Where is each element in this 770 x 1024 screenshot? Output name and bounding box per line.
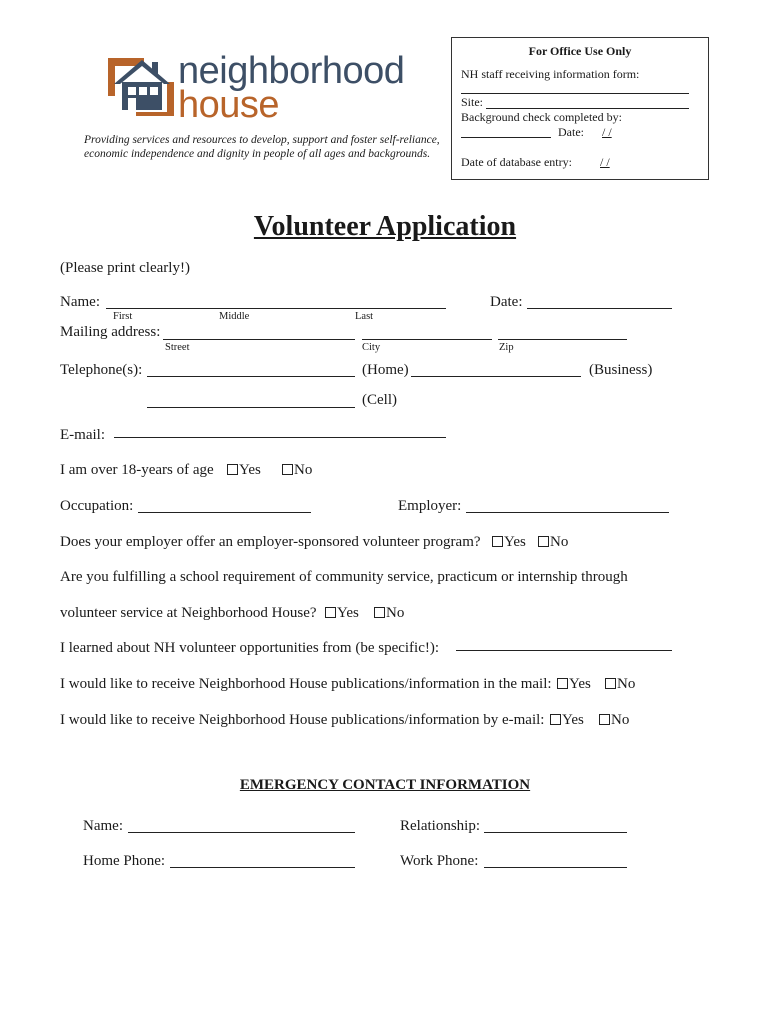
mail-publications-no-option[interactable] bbox=[605, 676, 635, 693]
office-use-title: For Office Use Only bbox=[528, 44, 632, 58]
over-18-question: I am over 18-years of age bbox=[60, 462, 214, 478]
mail-publications-no-checkbox[interactable] bbox=[605, 678, 616, 689]
school-requirement-question-line-1: Are you fulfilling a school requirement of community service, practicum or internship through bbox=[60, 569, 628, 585]
school-requirement-no-checkbox[interactable] bbox=[374, 607, 385, 618]
email-publications-no-option[interactable] bbox=[599, 712, 629, 729]
logo-wordmark-house: house bbox=[178, 84, 280, 126]
mailing-street-caption: Street bbox=[165, 342, 190, 353]
over-18-no-label: No bbox=[294, 462, 313, 478]
employer-field[interactable] bbox=[466, 512, 669, 513]
email-publications-yes-option[interactable] bbox=[550, 712, 584, 729]
email-field[interactable] bbox=[114, 437, 446, 438]
over-18-yes-label: Yes bbox=[239, 462, 261, 478]
occupation-field[interactable] bbox=[138, 512, 311, 513]
name-first-caption: First bbox=[113, 311, 133, 322]
employer-program-yes-checkbox[interactable] bbox=[492, 536, 503, 547]
site-label: Site: bbox=[461, 95, 484, 109]
emergency-contact-heading: EMERGENCY CONTACT INFORMATION bbox=[239, 777, 531, 793]
emergency-name-field[interactable] bbox=[128, 832, 355, 833]
emergency-name-label: Name: bbox=[83, 818, 123, 834]
name-field[interactable] bbox=[106, 308, 446, 309]
mail-publications-yes-checkbox[interactable] bbox=[557, 678, 568, 689]
email-publications-yes-label: Yes bbox=[562, 712, 584, 728]
emergency-home-phone-field[interactable] bbox=[170, 867, 355, 868]
emergency-work-phone-label: Work Phone: bbox=[400, 853, 479, 869]
email-label: E-mail: bbox=[60, 427, 105, 443]
emergency-work-phone-field[interactable] bbox=[484, 867, 627, 868]
mail-publications-yes-option[interactable] bbox=[557, 676, 591, 693]
house-logo-icon bbox=[106, 52, 180, 122]
over-18-no-option[interactable] bbox=[282, 462, 312, 479]
email-publications-yes-checkbox[interactable] bbox=[550, 714, 561, 725]
logo-wordmark-neighborhood: neighborhood bbox=[178, 50, 405, 92]
name-label: Name: bbox=[60, 294, 100, 310]
over-18-yes-checkbox[interactable] bbox=[227, 464, 238, 475]
site-line[interactable] bbox=[486, 108, 689, 109]
tagline-line-2: economic independence and dignity in people of all ages and backgrounds. bbox=[84, 148, 431, 160]
office-date-field[interactable]: / / bbox=[602, 125, 612, 139]
print-instruction: (Please print clearly!) bbox=[60, 260, 190, 276]
home-phone-caption: (Home) bbox=[362, 362, 409, 378]
emergency-relationship-label: Relationship: bbox=[400, 818, 480, 834]
employer-program-no-option[interactable] bbox=[538, 534, 568, 551]
tagline bbox=[84, 133, 440, 161]
office-date-label: Date: bbox=[558, 125, 584, 139]
cell-phone-field[interactable] bbox=[147, 407, 355, 408]
emergency-relationship-field[interactable] bbox=[484, 832, 627, 833]
staff-receiving-label: NH staff receiving information form: bbox=[461, 67, 640, 81]
tagline-line-1: Providing services and resources to develop, support and foster self-reliance, bbox=[84, 134, 440, 146]
background-check-line[interactable] bbox=[461, 137, 551, 138]
employer-program-yes-option[interactable] bbox=[492, 534, 526, 551]
school-requirement-yes-label: Yes bbox=[337, 605, 359, 621]
name-middle-caption: Middle bbox=[219, 311, 250, 322]
mail-publications-yes-label: Yes bbox=[569, 676, 591, 692]
staff-receiving-line[interactable] bbox=[461, 93, 689, 94]
emergency-home-phone-label: Home Phone: bbox=[83, 853, 166, 869]
learned-about-field[interactable] bbox=[456, 650, 672, 651]
page-title: Volunteer Application bbox=[253, 211, 517, 242]
learned-about-label: I learned about NH volunteer opportunities from (be specific!): bbox=[60, 640, 440, 656]
database-entry-label: Date of database entry: bbox=[461, 155, 572, 169]
mailing-street-field[interactable] bbox=[163, 339, 355, 340]
mailing-zip-field[interactable] bbox=[498, 339, 627, 340]
over-18-no-checkbox[interactable] bbox=[282, 464, 293, 475]
school-requirement-no-label: No bbox=[386, 605, 405, 621]
date-field[interactable] bbox=[527, 308, 672, 309]
email-publications-no-checkbox[interactable] bbox=[599, 714, 610, 725]
name-last-caption: Last bbox=[355, 311, 374, 322]
mailing-city-field[interactable] bbox=[362, 339, 492, 340]
school-requirement-no-option[interactable] bbox=[374, 605, 404, 622]
school-requirement-yes-checkbox[interactable] bbox=[325, 607, 336, 618]
email-publications-question: I would like to receive Neighborhood House publications/information by e-mail: bbox=[60, 712, 545, 728]
business-phone-field[interactable] bbox=[411, 376, 581, 377]
business-phone-caption: (Business) bbox=[589, 362, 653, 378]
employer-program-yes-label: Yes bbox=[504, 534, 526, 550]
email-publications-no-label: No bbox=[611, 712, 630, 728]
employer-program-no-label: No bbox=[550, 534, 569, 550]
database-entry-field[interactable]: / / bbox=[600, 155, 610, 169]
mail-publications-question: I would like to receive Neighborhood House publications/information in the mail: bbox=[60, 676, 552, 692]
mail-publications-no-label: No bbox=[617, 676, 636, 692]
mailing-address-label: Mailing address: bbox=[60, 324, 161, 340]
mailing-city-caption: City bbox=[362, 342, 381, 353]
school-requirement-yes-option[interactable] bbox=[325, 605, 359, 622]
occupation-label: Occupation: bbox=[60, 498, 134, 514]
mailing-zip-caption: Zip bbox=[499, 342, 514, 353]
office-use-box bbox=[451, 37, 709, 180]
date-label: Date: bbox=[490, 294, 523, 310]
employer-label: Employer: bbox=[398, 498, 462, 514]
telephone-label: Telephone(s): bbox=[60, 362, 143, 378]
background-check-label: Background check completed by: bbox=[461, 110, 622, 124]
employer-program-question: Does your employer offer an employer-sponsored volunteer program? bbox=[60, 534, 481, 550]
cell-phone-caption: (Cell) bbox=[362, 392, 397, 408]
home-phone-field[interactable] bbox=[147, 376, 355, 377]
school-requirement-question-line-2: volunteer service at Neighborhood House? bbox=[60, 605, 317, 621]
employer-program-no-checkbox[interactable] bbox=[538, 536, 549, 547]
over-18-yes-option[interactable] bbox=[227, 462, 261, 479]
